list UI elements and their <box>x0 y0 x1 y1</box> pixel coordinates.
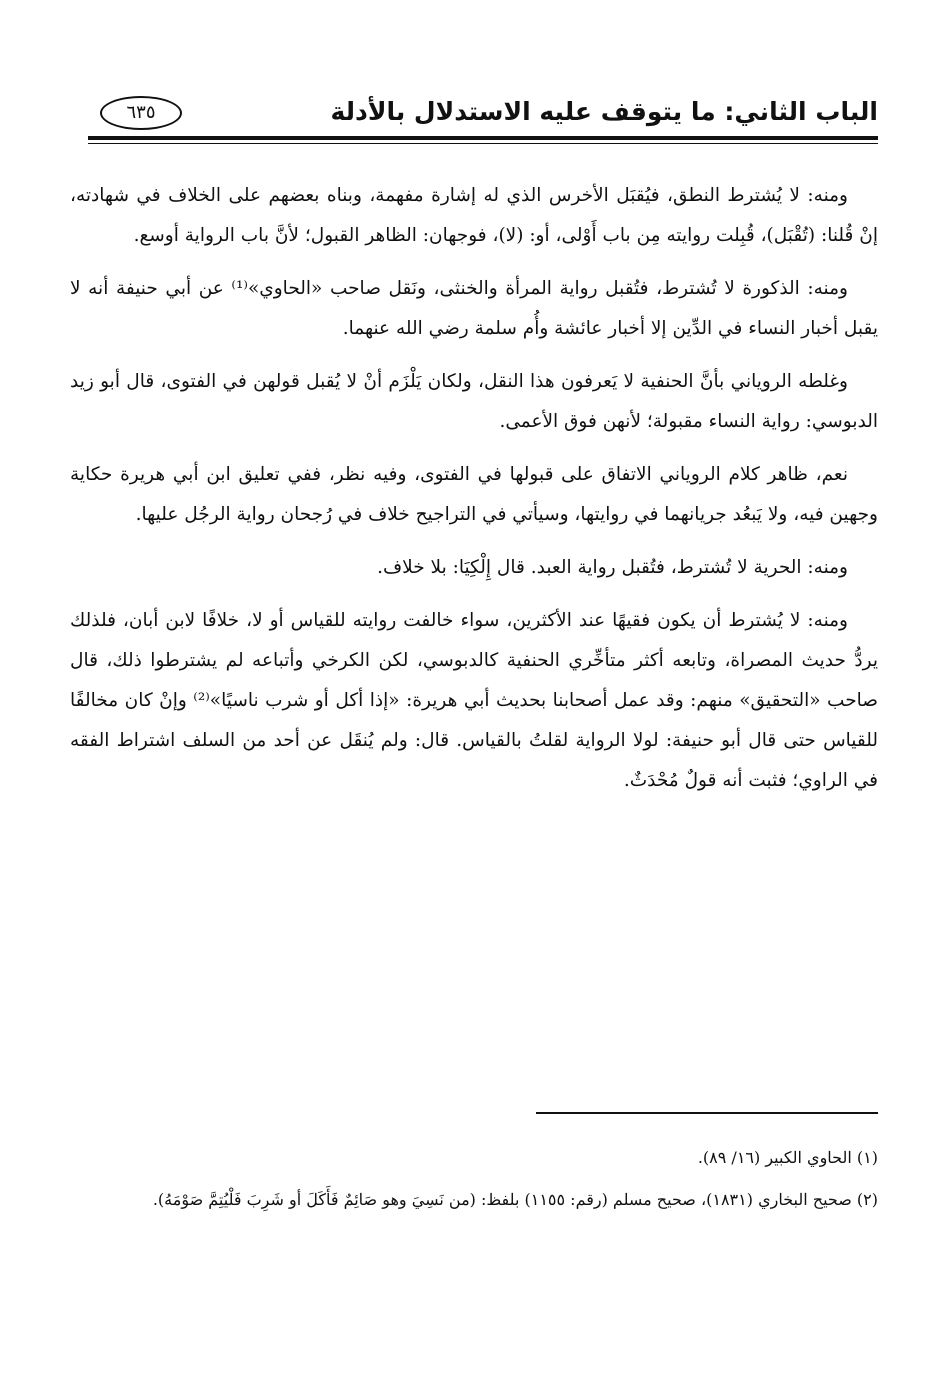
header-rule-thick <box>88 136 878 140</box>
main-text <box>70 176 878 814</box>
paragraph-3: وغلطه الروياني بأنَّ الحنفية لا يَعرفون هذا النقل، ولكان يَلْزَم أنْ لا يُقبل قولهن في الفتوى، قال أبو زيد الدبوسي: رواية النساء مقبولة؛ لأنهن فوق الأعمى. <box>70 371 878 432</box>
chapter-title: الباب الثاني: ما يتوقف عليه الاستدلال بالأدلة <box>330 97 878 126</box>
paragraph-2: ومنه: الذكورة لا تُشترط، فتُقبل رواية المرأة والخنثى، ونَقل صاحب «الحاوي»⁽¹⁾ عن أبي حنيفة أنه لا يقبل أخبار النساء في الدِّين إلا أخبار عائشة وأُم سلمة رضي الله عنهما. <box>70 278 878 339</box>
paragraph-6: ومنه: لا يُشترط أن يكون فقيهًا عند الأكثرين، سواء خالفت روايته للقياس أو لا، خلافًا لابن أبان، فلذلك يردُّ حديث المصراة، وتابعه أكثر متأخِّري الحنفية كالدبوسي، لكن الكرخي وأتباعه لم يشترطوا ذلك، قال صاحب «التحقيق» منهم: وقد عمل أصحابنا بحديث أبي هريرة: «إذا أكل أو شرب ناسيًا»⁽²⁾ وإنْ كان مخالفًا للقياس حتى قال أبو حنيفة: لولا الرواية لقلتُ بالقياس. قال: ولم يُنقَل عن أحد من السلف اشتراط الفقه في الراوي؛ فثبت أنه قولٌ مُحْدَثٌ. <box>70 610 878 791</box>
paragraph-4: نعم، ظاهر كلام الروياني الاتفاق على قبولها في الفتوى، وفيه نظر، ففي تعليق ابن أبي هريرة حكاية وجهين فيه، ولا يَبعُد جريانهما في روايتها، وسيأتي في التراجيح خلاف في رُجحان رواية الرجُل عليها. <box>70 464 878 525</box>
header-rule-thin <box>88 143 878 144</box>
footnotes <box>70 1140 878 1224</box>
footnote-2: (٢) صحيح البخاري (١٨٣١)، صحيح مسلم (رقم: ١١٥٥) بلفظ: (من نَسِيَ وهو صَائِمٌ فَأَكَلَ أو شَرِبَ فَلْيُتِمَّ صَوْمَهُ). <box>152 1190 878 1209</box>
running-header <box>88 92 878 142</box>
paragraph-1: ومنه: لا يُشترط النطق، فيُقبَل الأخرس الذي له إشارة مفهمة، وبناه بعضهم على الخلاف في شهادته، إنْ قُلنا: (تُقْبَل)، قُبِلت روايته مِن باب أَوْلى، أو: (لا)، فوجهان: الظاهر القبول؛ لأنَّ باب الرواية أوسع. <box>70 185 878 246</box>
page-number: ٦٣٥ <box>100 96 182 130</box>
footnote-separator <box>536 1112 878 1114</box>
footnote-1: (١) الحاوي الكبير (١٦/ ٨٩). <box>697 1148 878 1167</box>
paragraph-5: ومنه: الحرية لا تُشترط، فتُقبل رواية العبد. قال إِلْكِيَا: بلا خلاف. <box>377 557 848 578</box>
